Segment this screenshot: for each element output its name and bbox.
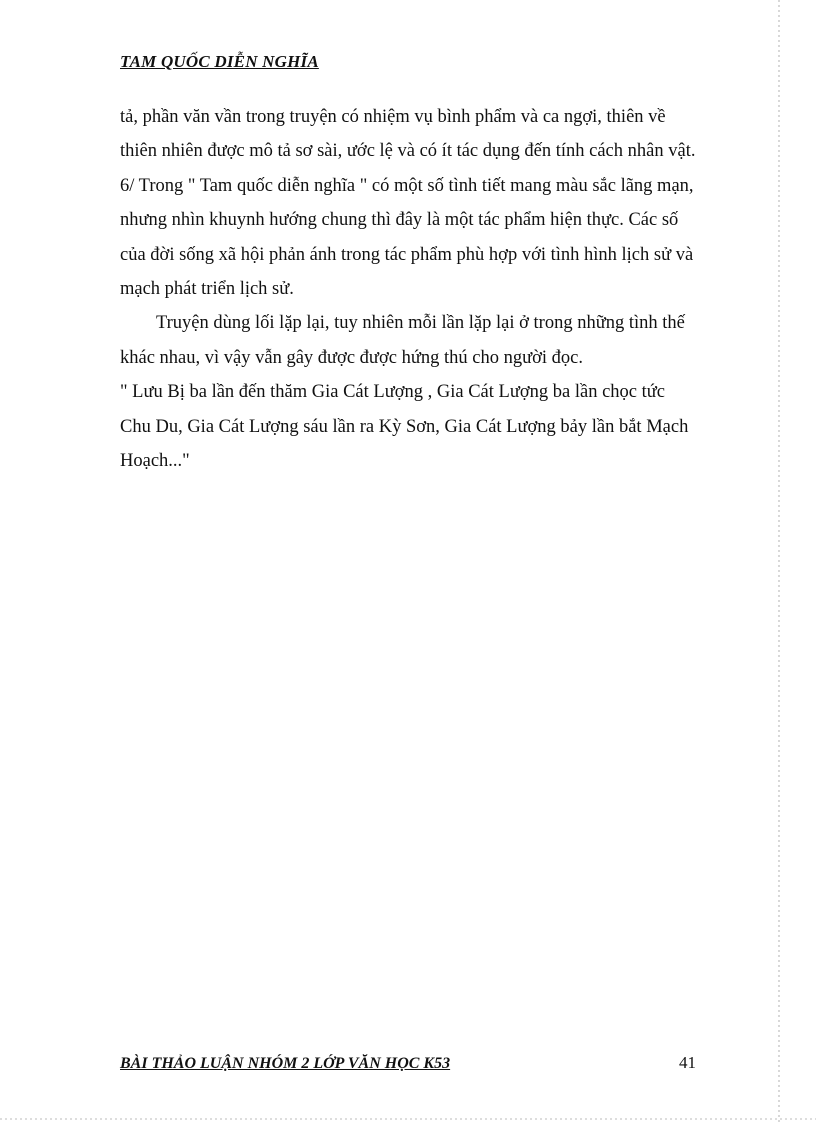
body-text <box>120 100 700 478</box>
paragraph-point-6: 6/ Trong " Tam quốc diễn nghĩa " có một số tình tiết mang màu sắc lãng mạn, nhưng nhìn khuynh hướng chung thì đây là một tác phẩm hiện thực. Các số của đời sống xã hội phản ánh trong tác phẩm phù hợp với tình hình lịch sử và mạch phát triển lịch sử. <box>120 175 694 300</box>
paragraph-repetition: Truyện dùng lối lặp lại, tuy nhiên mỗi lần lặp lại ở trong những tình thế khác nhau, vì vậy vẫn gây được được hứng thú cho người đọc. <box>120 313 685 368</box>
paragraph-quote: " Lưu Bị ba lần đến thăm Gia Cát Lượng , Gia Cát Lượng ba lần chọc tức Chu Du, Gia Cát Lượng sáu lần ra Kỳ Sơn, Gia Cát Lượng bảy lần bắt Mạch Hoạch..." <box>120 382 689 472</box>
paragraph-continuation: tả, phần văn vần trong truyện có nhiệm vụ bình phẩm và ca ngợi, thiên về thiên nhiên được mô tả sơ sài, ước lệ và có ít tác dụng đến tính cách nhân vật. <box>120 107 696 162</box>
running-header: TAM QUỐC DIỄN NGHĨA <box>120 52 319 71</box>
page-edge-bottom <box>0 1118 816 1120</box>
footer-title: BÀI THẢO LUẬN NHÓM 2 LỚP VĂN HỌC K53 <box>120 1055 451 1072</box>
page-footer <box>120 1053 696 1073</box>
page-edge-right <box>778 0 780 1123</box>
page-number: 41 <box>679 1053 696 1072</box>
